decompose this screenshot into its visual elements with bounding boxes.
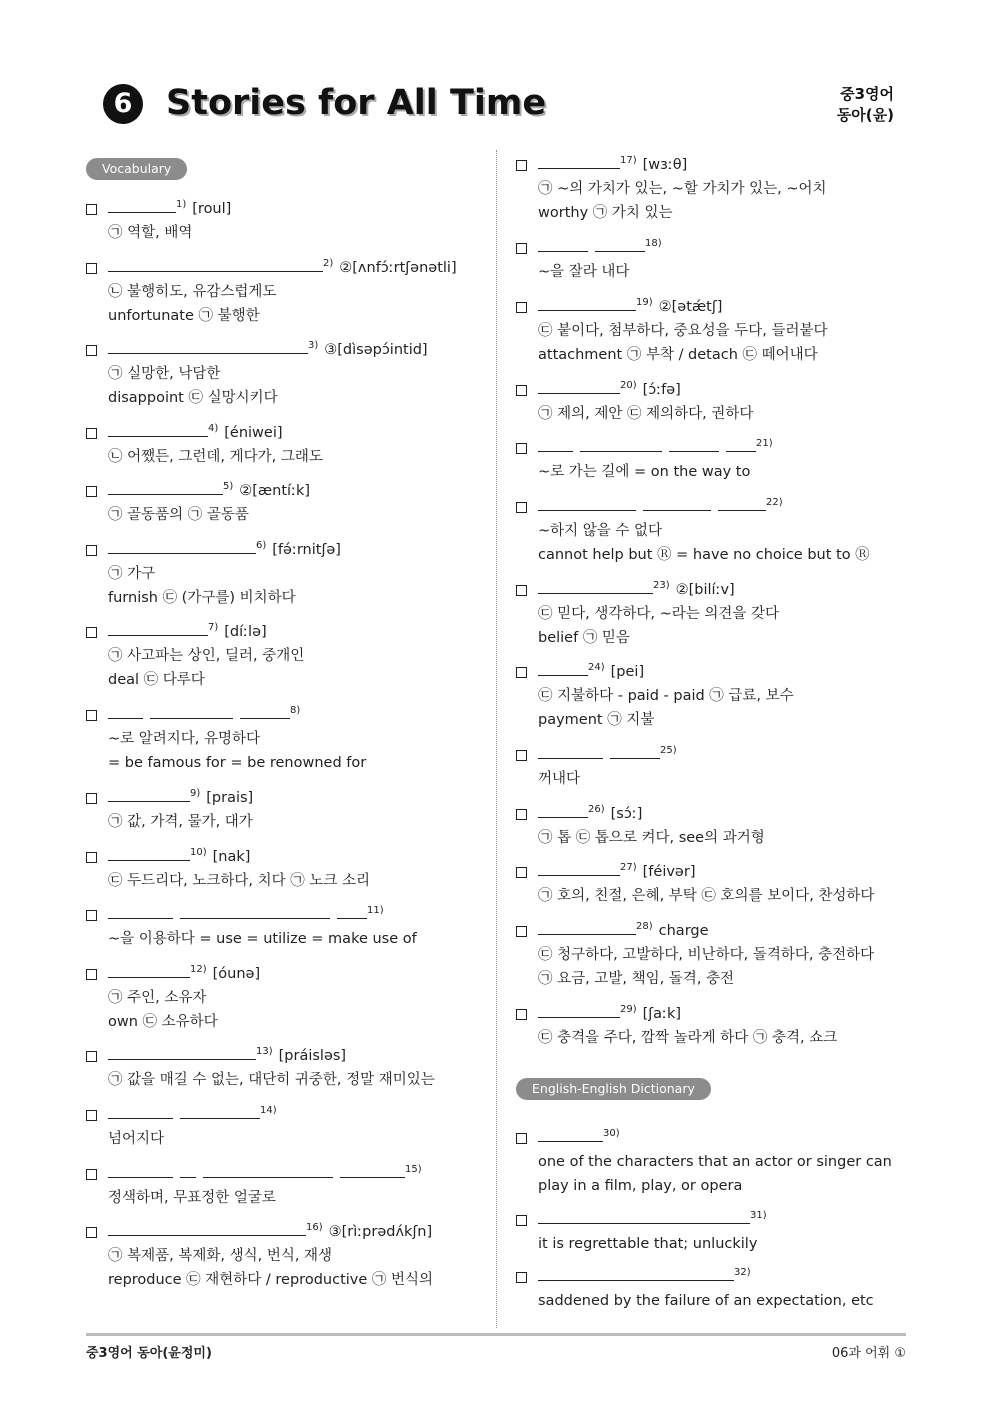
definition-line: ㉢ 붙이다, 첨부하다, 중요성을 두다, 들러붙다	[538, 323, 828, 339]
vocab-item	[86, 845, 370, 893]
answer-blank[interactable]	[108, 539, 256, 554]
item-number: 27)	[620, 862, 637, 874]
vocab-item-head	[86, 620, 304, 644]
pronunciation: ③[rìːprədʌ́kʃn]	[328, 1224, 433, 1240]
checkbox-icon[interactable]	[86, 1227, 97, 1238]
checkbox-icon[interactable]	[86, 1110, 97, 1121]
section-dictionary-pill: English-English Dictionary	[516, 1078, 711, 1100]
item-number: 20)	[620, 380, 637, 392]
checkbox-icon[interactable]	[516, 302, 527, 313]
footer-right: 06과 어휘 ①	[831, 1346, 906, 1361]
item-number: 30)	[603, 1128, 620, 1140]
vocab-item-head	[516, 919, 874, 943]
checkbox-icon[interactable]	[86, 852, 97, 863]
item-number: 10)	[190, 847, 207, 859]
answer-blank[interactable]	[337, 904, 367, 919]
vocab-item	[516, 495, 870, 567]
definition-line: payment ㉠ 지불	[538, 712, 655, 728]
vocab-item-head	[516, 578, 779, 602]
vocab-item-head	[86, 197, 231, 221]
vocab-item	[516, 578, 779, 650]
definition-line: attachment ㉠ 부착 / detach ㉢ 떼어내다	[538, 347, 818, 363]
pronunciation: [prais]	[206, 790, 254, 806]
pronunciation: [féivər]	[642, 864, 696, 880]
definition-line: ㉠ 값을 매길 수 없는, 대단히 귀중한, 정말 재미있는	[108, 1072, 435, 1088]
checkbox-icon[interactable]	[516, 1133, 527, 1144]
vocab-item-head	[516, 436, 773, 460]
vocab-item	[516, 153, 827, 225]
checkbox-icon[interactable]	[516, 585, 527, 596]
definition-line: it is regrettable that; unluckily	[538, 1236, 758, 1252]
answer-blank[interactable]	[538, 661, 588, 676]
pronunciation: [fə́ːrnitʃə]	[272, 542, 341, 558]
answer-blank[interactable]	[580, 437, 662, 452]
definition-line: 꺼내다	[538, 771, 581, 787]
column-divider	[496, 150, 497, 1328]
title-number-badge: 6	[103, 84, 143, 124]
checkbox-icon[interactable]	[86, 1169, 97, 1180]
vocab-item-head	[516, 802, 765, 826]
item-number: 14)	[260, 1105, 277, 1117]
pronunciation: charge	[658, 923, 709, 939]
vocab-item-head	[516, 495, 870, 519]
item-number: 13)	[256, 1046, 273, 1058]
pronunciation: [sɔ́ː]	[610, 806, 643, 822]
answer-blank[interactable]	[538, 920, 636, 935]
pronunciation: [práisləs]	[278, 1048, 347, 1064]
answer-blank[interactable]	[108, 787, 190, 802]
vocab-item-head	[86, 703, 366, 727]
answer-blank[interactable]	[538, 437, 573, 452]
vocab-item-head	[86, 1103, 277, 1127]
checkbox-icon[interactable]	[516, 667, 527, 678]
vocab-item-head	[86, 338, 428, 362]
item-number: 3)	[308, 340, 319, 352]
vocab-item	[516, 743, 677, 791]
vocab-item-head	[86, 962, 260, 986]
vocab-item-head	[86, 1162, 422, 1186]
checkbox-icon[interactable]	[86, 204, 97, 215]
pronunciation: ②[bilíːv]	[675, 582, 735, 598]
definition-line: own ㉢ 소유하다	[108, 1014, 218, 1030]
checkbox-icon[interactable]	[86, 1051, 97, 1062]
answer-blank[interactable]	[538, 496, 636, 511]
answer-blank[interactable]	[669, 437, 719, 452]
answer-blank[interactable]	[108, 198, 176, 213]
vocab-item-head	[516, 1265, 874, 1289]
vocab-item-head	[86, 479, 310, 503]
answer-blank[interactable]	[538, 1266, 734, 1281]
definition-line: ㉠ 호의, 친절, 은혜, 부탁 ㉢ 호의를 보이다, 찬성하다	[538, 888, 875, 904]
definition-line: furnish ㉢ (가구를) 비치하다	[108, 590, 296, 606]
footer-left: 중3영어 동아(윤정미)	[86, 1346, 212, 1361]
definition-line: ㉠ 가구	[108, 566, 156, 582]
checkbox-icon[interactable]	[516, 750, 527, 761]
vocab-item	[516, 802, 765, 850]
vocab-item	[516, 436, 773, 484]
answer-blank[interactable]	[538, 579, 653, 594]
definition-line: deal ㉢ 다루다	[108, 672, 205, 688]
item-number: 32)	[734, 1267, 751, 1279]
answer-blank[interactable]	[340, 1163, 405, 1178]
checkbox-icon[interactable]	[516, 443, 527, 454]
vocab-item	[516, 660, 794, 732]
definition-line: ㉠ 요금, 고발, 책임, 돌격, 충전	[538, 971, 735, 987]
vocab-item-head	[516, 1002, 837, 1026]
checkbox-icon[interactable]	[86, 793, 97, 804]
answer-blank[interactable]	[108, 846, 190, 861]
vocab-item-head	[86, 786, 253, 810]
vocab-item	[86, 197, 231, 245]
item-number: 17)	[620, 155, 637, 167]
answer-blank[interactable]	[108, 257, 323, 272]
pronunciation: [díːlə]	[224, 624, 267, 640]
answer-blank[interactable]	[240, 704, 290, 719]
vocab-item	[86, 786, 253, 834]
item-number: 31)	[750, 1210, 767, 1222]
item-number: 5)	[223, 481, 234, 493]
definition-line: ㉠ 실망한, 낙담한	[108, 366, 221, 382]
item-number: 4)	[208, 423, 219, 435]
answer-blank[interactable]	[538, 1127, 603, 1142]
item-number: 18)	[645, 238, 662, 250]
vocab-item	[86, 338, 428, 410]
checkbox-icon[interactable]	[516, 1272, 527, 1283]
vocab-item	[86, 620, 304, 692]
answer-blank[interactable]	[538, 1209, 750, 1224]
answer-blank[interactable]	[538, 1003, 620, 1018]
vocab-item	[86, 1162, 422, 1210]
definition-line: ㉠ ~의 가치가 있는, ~할 가치가 있는, ~어치	[538, 181, 827, 197]
checkbox-icon[interactable]	[86, 545, 97, 556]
checkbox-icon[interactable]	[516, 1009, 527, 1020]
checkbox-icon[interactable]	[516, 867, 527, 878]
vocab-item	[516, 1208, 767, 1256]
item-number: 22)	[766, 497, 783, 509]
answer-blank[interactable]	[180, 1163, 196, 1178]
checkbox-icon[interactable]	[516, 502, 527, 513]
item-number: 15)	[405, 1164, 422, 1176]
definition-line: ㉡ 어쨌든, 그런데, 게다가, 그래도	[108, 449, 323, 465]
definition-line: ㉠ 주인, 소유자	[108, 990, 207, 1006]
answer-blank[interactable]	[108, 339, 308, 354]
answer-blank[interactable]	[180, 904, 330, 919]
answer-blank[interactable]	[610, 744, 660, 759]
pronunciation: [éniwei]	[224, 425, 283, 441]
vocab-item	[86, 421, 323, 469]
definition-line: ~을 이용하다 = use = utilize = make use of	[108, 931, 417, 947]
vocab-item-head	[86, 1220, 433, 1244]
vocab-item	[86, 479, 310, 527]
answer-blank[interactable]	[538, 379, 620, 394]
definition-line: reproduce ㉢ 재현하다 / reproductive ㉠ 번식의	[108, 1272, 434, 1288]
definition-line: ~로 가는 길에 = on the way to	[538, 464, 751, 480]
grade-info	[837, 84, 894, 126]
vocab-item	[86, 962, 260, 1034]
answer-blank[interactable]	[726, 437, 756, 452]
pronunciation: ②[ʌnfɔ́ːrtʃənətli]	[339, 260, 457, 276]
checkbox-icon[interactable]	[86, 486, 97, 497]
definition-line: ㉡ 불행히도, 유감스럽게도	[108, 284, 277, 300]
grade-label: 중3영어	[840, 85, 894, 103]
answer-blank[interactable]	[108, 904, 173, 919]
answer-blank[interactable]	[108, 422, 208, 437]
definition-line: ㉠ 톱 ㉢ 톱으로 켜다, see의 과거형	[538, 830, 765, 846]
item-number: 21)	[756, 438, 773, 450]
definition-line: worthy ㉠ 가치 있는	[538, 205, 673, 221]
vocab-item-head	[86, 845, 370, 869]
definition-line: = be famous for = be renowned for	[108, 755, 367, 771]
definition-line: belief ㉠ 믿음	[538, 630, 630, 646]
answer-blank[interactable]	[108, 1163, 173, 1178]
answer-blank[interactable]	[108, 1104, 173, 1119]
pronunciation: [ɔ́ːfə]	[642, 382, 681, 398]
item-number: 6)	[256, 540, 267, 552]
definition-line: unfortunate ㉠ 불행한	[108, 308, 260, 324]
vocab-item	[516, 1002, 837, 1050]
definition-line: ㉢ 두드리다, 노크하다, 치다 ㉠ 노크 소리	[108, 873, 370, 889]
footer-rule	[86, 1333, 906, 1336]
answer-blank[interactable]	[643, 496, 711, 511]
definition-line: 넘어지다	[108, 1131, 165, 1147]
definition-line: cannot help but Ⓡ = have no choice but to Ⓡ	[538, 547, 870, 563]
definition-line: ㉢ 충격을 주다, 깜짝 놀라게 하다 ㉠ 충격, 쇼크	[538, 1030, 838, 1046]
vocab-item	[516, 860, 874, 908]
item-number: 9)	[190, 788, 201, 800]
vocab-item-head	[516, 743, 677, 767]
pronunciation: ②[æntíːk]	[239, 483, 311, 499]
answer-blank[interactable]	[538, 803, 588, 818]
vocab-item	[86, 538, 341, 610]
page-title: Stories for All Time	[166, 83, 547, 123]
vocab-item	[86, 1103, 277, 1151]
definition-line: ㉢ 청구하다, 고발하다, 비난하다, 돌격하다, 충전하다	[538, 947, 875, 963]
definition-line: saddened by the failure of an expectation, etc	[538, 1293, 874, 1309]
answer-blank[interactable]	[108, 704, 143, 719]
vocab-item	[516, 295, 828, 367]
answer-blank[interactable]	[718, 496, 766, 511]
definition-line: ㉠ 사고파는 상인, 딜러, 중개인	[108, 648, 305, 664]
vocab-item-head	[516, 860, 874, 884]
item-number: 7)	[208, 622, 219, 634]
pronunciation: ②[ətǽtʃ]	[658, 299, 723, 315]
definition-line: ㉠ 골동품의 ㉠ 골동품	[108, 507, 249, 523]
vocab-item-head	[516, 153, 827, 177]
answer-blank[interactable]	[150, 704, 233, 719]
checkbox-icon[interactable]	[86, 345, 97, 356]
vocab-item-head	[516, 1126, 892, 1150]
answer-blank[interactable]	[595, 237, 645, 252]
answer-blank[interactable]	[538, 861, 620, 876]
vocab-item	[86, 256, 457, 328]
checkbox-icon[interactable]	[516, 809, 527, 820]
checkbox-icon[interactable]	[86, 428, 97, 439]
definition-line: ㉠ 값, 가격, 물가, 대가	[108, 814, 253, 830]
vocab-item-head	[86, 256, 457, 280]
pronunciation: [nak]	[212, 849, 251, 865]
vocab-item	[86, 903, 417, 951]
checkbox-icon[interactable]	[86, 710, 97, 721]
vocab-item-head	[86, 903, 417, 927]
definition-line: play in a film, play, or opera	[538, 1178, 743, 1194]
publisher-label: 동아(윤)	[836, 106, 894, 124]
item-number: 26)	[588, 804, 605, 816]
item-number: 28)	[636, 921, 653, 933]
checkbox-icon[interactable]	[516, 926, 527, 937]
vocab-item	[86, 1044, 435, 1092]
pronunciation: ③[dìsəpɔ́intid]	[324, 342, 428, 358]
item-number: 23)	[653, 580, 670, 592]
vocab-item-head	[516, 295, 828, 319]
checkbox-icon[interactable]	[86, 910, 97, 921]
definition-line: 정색하며, 무표정한 얼굴로	[108, 1190, 276, 1206]
checkbox-icon[interactable]	[86, 263, 97, 274]
pronunciation: [pei]	[610, 664, 645, 680]
vocab-item	[516, 1265, 874, 1313]
answer-blank[interactable]	[180, 1104, 260, 1119]
definition-line: ~을 잘라 내다	[538, 264, 630, 280]
checkbox-icon[interactable]	[516, 160, 527, 171]
answer-blank[interactable]	[203, 1163, 333, 1178]
answer-blank[interactable]	[108, 621, 208, 636]
definition-line: ㉠ 복제품, 복제화, 생식, 번식, 재생	[108, 1248, 333, 1264]
item-number: 29)	[620, 1004, 637, 1016]
definition-line: one of the characters that an actor or singer can	[538, 1154, 892, 1170]
definition-line: disappoint ㉢ 실망시키다	[108, 390, 278, 406]
checkbox-icon[interactable]	[86, 627, 97, 638]
item-number: 1)	[176, 199, 187, 211]
pronunciation: [wɜːθ]	[642, 157, 688, 173]
vocab-item-head	[86, 538, 341, 562]
answer-blank[interactable]	[108, 480, 223, 495]
definition-line: ~하지 않을 수 없다	[538, 523, 663, 539]
definition-line: ㉠ 제의, 제안 ㉢ 제의하다, 권하다	[538, 406, 754, 422]
item-number: 11)	[367, 905, 384, 917]
vocab-item	[516, 1126, 892, 1198]
answer-blank[interactable]	[538, 237, 588, 252]
item-number: 16)	[306, 1222, 323, 1234]
checkbox-icon[interactable]	[86, 969, 97, 980]
definition-line: ㉢ 믿다, 생각하다, ~라는 의견을 갖다	[538, 606, 780, 622]
definition-line: ~로 알려지다, 유명하다	[108, 731, 261, 747]
pronunciation: [roul]	[192, 201, 232, 217]
definition-line: ㉠ 역할, 배역	[108, 225, 193, 241]
vocab-item	[86, 1220, 433, 1292]
vocab-item	[516, 236, 662, 284]
item-number: 12)	[190, 964, 207, 976]
answer-blank[interactable]	[108, 1045, 256, 1060]
checkbox-icon[interactable]	[516, 1215, 527, 1226]
vocab-item-head	[86, 421, 323, 445]
answer-blank[interactable]	[538, 296, 636, 311]
vocab-item-head	[516, 660, 794, 684]
definition-line: ㉢ 지불하다 - paid - paid ㉠ 급료, 보수	[538, 688, 794, 704]
vocab-item-head	[516, 236, 662, 260]
vocab-item	[86, 703, 366, 775]
vocab-item	[516, 378, 753, 426]
vocab-item-head	[86, 1044, 435, 1068]
item-number: 8)	[290, 705, 301, 717]
answer-blank[interactable]	[538, 154, 620, 169]
vocab-item-head	[516, 1208, 767, 1232]
item-number: 24)	[588, 662, 605, 674]
item-number: 25)	[660, 745, 677, 757]
answer-blank[interactable]	[108, 963, 190, 978]
pronunciation: [ʃaːk]	[642, 1006, 681, 1022]
checkbox-icon[interactable]	[516, 243, 527, 254]
answer-blank[interactable]	[538, 744, 603, 759]
item-number: 19)	[636, 297, 653, 309]
vocab-item-head	[516, 378, 753, 402]
vocab-item	[516, 919, 874, 991]
item-number: 2)	[323, 258, 334, 270]
section-vocabulary-pill: Vocabulary	[86, 158, 187, 180]
answer-blank[interactable]	[108, 1221, 306, 1236]
checkbox-icon[interactable]	[516, 385, 527, 396]
pronunciation: [óunə]	[212, 966, 261, 982]
